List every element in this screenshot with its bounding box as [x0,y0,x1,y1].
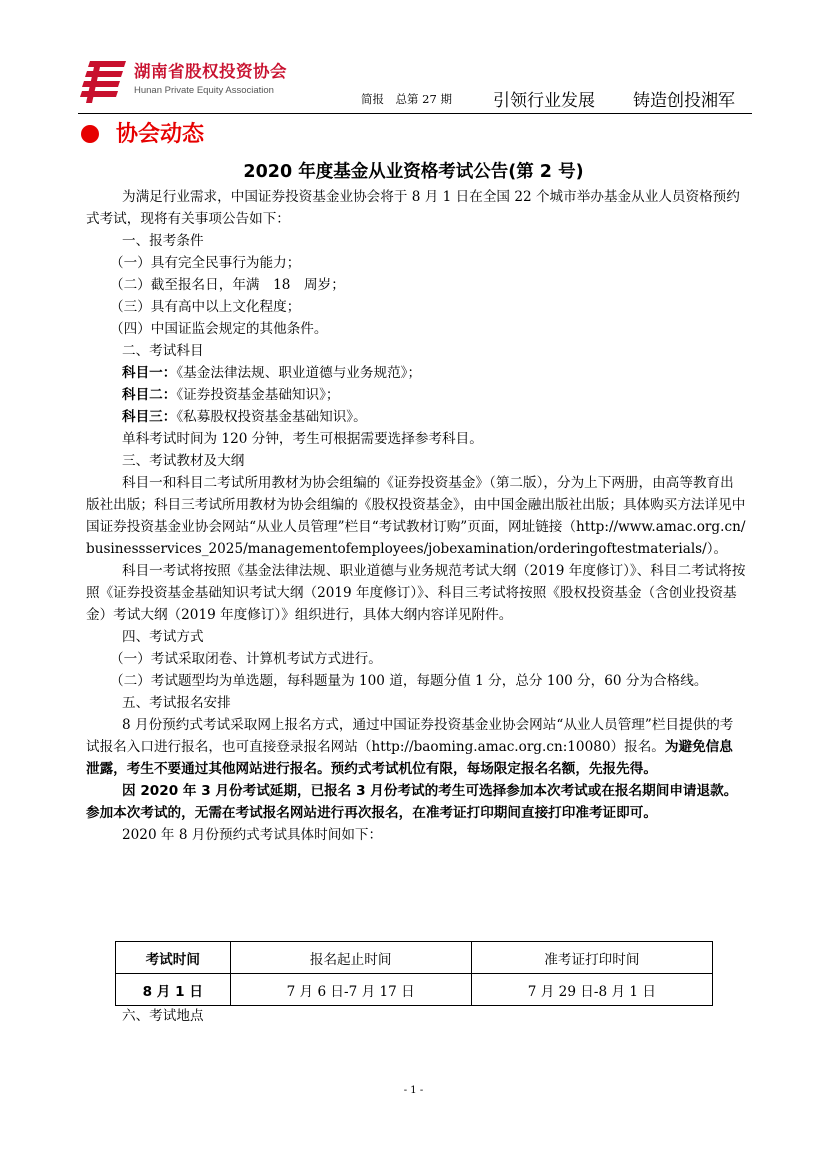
subject-3-label: 科目三： [122,409,177,425]
table-row [116,974,713,1006]
textbook-paragraph: 科目一和科目二考试所用教材为协会组编的《证券投资基金》（第二版），分为上下两册，由高等教育出版社出版；科目三考试所用教材为协会组编的《股权投资基金》，由中国金融出版社出版；具体购买方法详见中国证券投资基金业协会网站“从业人员管理”栏目“考试教材订购”页面，网址链接（http://www.amac.org.cn/businessservices_2025/managementofemployees/jobexamination/orderingoftestmaterials/）。 [86,475,746,557]
condition-4: （四）中国证监会规定的其他条件。 [110,321,328,337]
table-cell: 7 月 6 日-7 月 17 日 [230,974,471,1006]
table-header-row [116,942,713,974]
table-cell: 7 月 29 日-8 月 1 日 [471,974,712,1006]
heading-exam-mode: 四、考试方式 [122,629,204,645]
subject-2: 科目二：《证券投资基金基础知识》； [122,387,340,403]
page-number: - 1 - [403,1085,424,1096]
heading-eligibility: 一、报考条件 [122,233,204,249]
header-divider [78,113,752,114]
mode-2: （二）考试题型均为单选题，每科题量为 100 道，每题分值 1 分，总分 100 分，60 分为合格线。 [110,673,708,689]
article-body [86,186,746,846]
registration-warning: 为避免信息泄露，考生不要通过其他网站进行报名。预约式考试机位有限，每场限定报名名额，先报先得。 [86,739,733,777]
registration-paragraph: 8 月份预约式考试采取网上报名方式，通过中国证券投资基金业协会网站“从业人员管理”栏目提供的考试报名入口进行报名，也可直接登录报名网站（http://baoming.amac.org.cn:10080）报名。为避免信息泄露，考生不要通过其他网站进行报名。预约式考试机位有限，每场限定报名名额，先报先得。 [86,717,734,777]
intro-paragraph: 为满足行业需求，中国证券投资基金业协会将于 8 月 1 日在全国 22 个城市举办基金从业人员资格预约式考试，现将有关事项公告如下： [86,189,740,227]
table-header: 准考证打印时间 [471,942,712,974]
table-header: 考试时间 [116,942,231,974]
subject-1-label: 科目一： [122,365,177,381]
condition-1: （一）具有完全民事行为能力； [110,255,301,271]
heading-materials: 三、考试教材及大纲 [122,453,245,469]
condition-2: （二）截至报名日，年满 18 周岁； [110,277,345,293]
schedule-intro: 2020 年 8 月份预约式考试具体时间如下： [122,827,383,843]
table-cell: 8 月 1 日 [116,974,231,1006]
subject-2-label: 科目二： [122,387,177,403]
slogan-1: 引领行业发展 [493,91,595,111]
heading-registration: 五、考试报名安排 [122,695,231,711]
slogan-2: 铸造创投湘军 [633,91,735,111]
issue-number: 简报 总第 27 期 [361,92,452,106]
table-header: 报名起止时间 [230,942,471,974]
heading-location: 六、考试地点 [122,1008,204,1024]
article-title: 2020 年度基金从业资格考试公告(第 2 号) [243,162,584,182]
postponement-notice: 因 2020 年 3 月份考试延期，已报名 3 月份考试的考生可选择参加本次考试或在报名期间申请退款。参加本次考试的，无需在考试报名网站进行再次报名，在准考证打印期间直接打印准考证即可。 [86,783,738,821]
condition-3: （三）具有高中以上文化程度； [110,299,301,315]
org-name-cn: 湖南省股权投资协会 [134,62,287,81]
subject-1: 科目一：《基金法律法规、职业道德与业务规范》； [122,365,422,381]
mode-1: （一）考试采取闭卷、计算机考试方式进行。 [110,651,382,667]
heading-subjects: 二、考试科目 [122,343,204,359]
org-name-en: Hunan Private Equity Association [134,85,274,96]
schedule-table [115,941,713,1006]
duration-paragraph: 单科考试时间为 120 分钟，考生可根据需要选择参考科目。 [122,431,483,447]
subject-3: 科目三：《私募股权投资基金基础知识》。 [122,409,367,425]
association-logo [80,57,128,105]
section-title: 协会动态 [116,122,205,147]
syllabus-paragraph: 科目一考试将按照《基金法律法规、职业道德与业务规范考试大纲（2019 年度修订）》、科目二考试将按照《证券投资基金基础知识考试大纲（2019 年度修订）》、科目三考试将按照《股权投资基金（含创业投资基金）考试大纲（2019 年度修订）》组织进行，具体大纲内容详见附件。 [86,563,746,623]
bullet-icon [81,125,99,143]
